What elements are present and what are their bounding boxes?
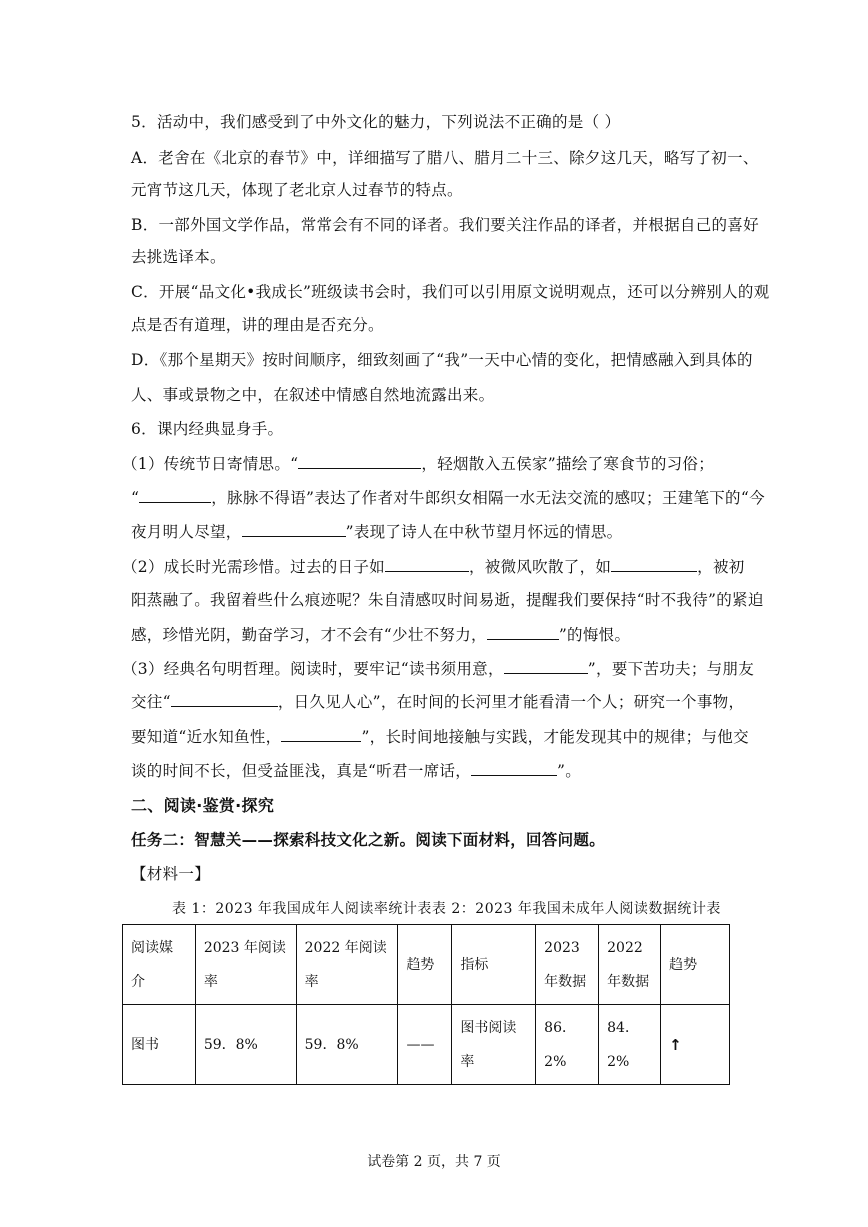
- header-cell: 2022 年阅读率: [296, 925, 398, 1005]
- answer-blank[interactable]: [385, 556, 469, 572]
- header-cell: 趋势: [398, 925, 452, 1005]
- option-b-line-1: B．一部外国文学作品，常常会有不同的译者。我们要关注作品的译者，并根据自己的喜好: [131, 216, 759, 234]
- option-a-line-2: 元宵节这几天，体现了老北京人过春节的特点。: [131, 181, 463, 199]
- table-cell: 图书阅读率: [452, 1005, 536, 1085]
- material-1-label: 【材料一】: [131, 865, 211, 883]
- q6-part2-line-3: 感，珍惜光阴，勤奋学习，才不会有“少壮不努力， ”的悔恨。: [131, 626, 631, 644]
- option-c-line-2: 点是否有道理，讲的理由是否充分。: [131, 316, 384, 334]
- answer-blank[interactable]: [487, 624, 559, 640]
- answer-blank[interactable]: [242, 521, 346, 537]
- answer-blank[interactable]: [611, 556, 697, 572]
- q6-part3-line-1: （3）经典名句明哲理。阅读时，要牢记“读书须用意， ”，要下苦功夫；与朋友: [122, 660, 755, 678]
- trend-up-arrow-icon: ↑: [661, 1005, 730, 1085]
- q6-part3-line-4: 谈的时间不长，但受益匪浅，真是“听君一席话， ”。: [131, 762, 582, 780]
- q6-part2-line-2: 阳蒸融了。我留着些什么痕迹呢？朱自清感叹时间易逝，提醒我们要保持“时不我待”的紧迫: [131, 591, 764, 609]
- answer-blank[interactable]: [171, 691, 278, 707]
- answer-blank[interactable]: [471, 760, 557, 776]
- task-2-instruction: 任务二：智慧关——探索科技文化之新。阅读下面材料，回答问题。: [131, 831, 606, 849]
- q6-part3-line-3: 要知道“近水知鱼性， ”，长时间地接触与实践，才能发现其中的规律；与他交: [131, 728, 749, 746]
- answer-blank[interactable]: [139, 487, 211, 503]
- table-cell: 86．2%: [536, 1005, 599, 1085]
- q6-part1-line-1: （1）传统节日寄情思。“ ，轻烟散入五侯家”描绘了寒食节的习俗；: [122, 455, 715, 473]
- question-6-stem: 6．课内经典显身手。: [131, 420, 284, 438]
- header-cell: 趋势: [661, 925, 730, 1005]
- trend-dash: ——: [398, 1005, 452, 1085]
- header-cell: 2022 年数据: [599, 925, 661, 1005]
- table-caption: 表 1：2023 年我国成年人阅读率统计表表 2：2023 年我国未成年人阅读数据统计表: [172, 901, 721, 917]
- option-a-line-1: A．老舍在《北京的春节》中，详细描写了腊八、腊月二十三、除夕这几天，略写了初一、: [131, 149, 759, 167]
- answer-blank[interactable]: [298, 453, 421, 469]
- header-cell: 2023 年数据: [536, 925, 599, 1005]
- answer-blank[interactable]: [504, 658, 588, 674]
- header-cell: 指标: [452, 925, 536, 1005]
- q6-part1-line-2: “ ，脉脉不得语”表达了作者对牛郎织女相隔一水无法交流的感叹；王建笔下的“今: [131, 489, 765, 507]
- option-d-line-1: D．《那个星期天》按时间顺序，细致刻画了“我”一天中心情的变化，把情感融入到具体的: [131, 351, 753, 369]
- reading-stats-table: [122, 924, 730, 1085]
- table-cell: 84．2%: [599, 1005, 661, 1085]
- q6-part3-line-2: 交往“ ，日久见人心”，在时间的长河里才能看清一个人；研究一个事物，: [131, 693, 745, 711]
- option-d-line-2: 人、事或景物之中，在叙述中情感自然地流露出来。: [131, 386, 495, 404]
- option-c-line-1: C．开展“品文化•我成长”班级读书会时，我们可以引用原文说明观点，还可以分辨别人的观: [131, 283, 770, 301]
- table-row: [123, 1005, 730, 1085]
- header-cell: 2023 年阅读率: [195, 925, 296, 1005]
- section-2-title: 二、阅读·鉴赏·探究: [131, 796, 275, 815]
- table-cell: 图书: [123, 1005, 196, 1085]
- option-b-line-2: 去挑选译本。: [131, 248, 226, 266]
- header-cell: 阅读媒介: [123, 925, 196, 1005]
- table-header-row: [123, 925, 730, 1005]
- q6-part2-line-1: （2）成长时光需珍惜。过去的日子如 ，被微风吹散了，如 ，被初: [122, 558, 745, 576]
- q6-part1-line-3: 夜月明人尽望， ”表现了诗人在中秋节望月怀远的情思。: [131, 523, 623, 541]
- answer-blank[interactable]: [281, 726, 361, 742]
- question-5-stem: 5．活动中，我们感受到了中外文化的魅力，下列说法不正确的是（ ）: [131, 113, 621, 131]
- table-cell: 59．8%: [195, 1005, 296, 1085]
- table-cell: 59．8%: [296, 1005, 398, 1085]
- page-footer: 试卷第 2 页，共 7 页: [367, 1154, 501, 1170]
